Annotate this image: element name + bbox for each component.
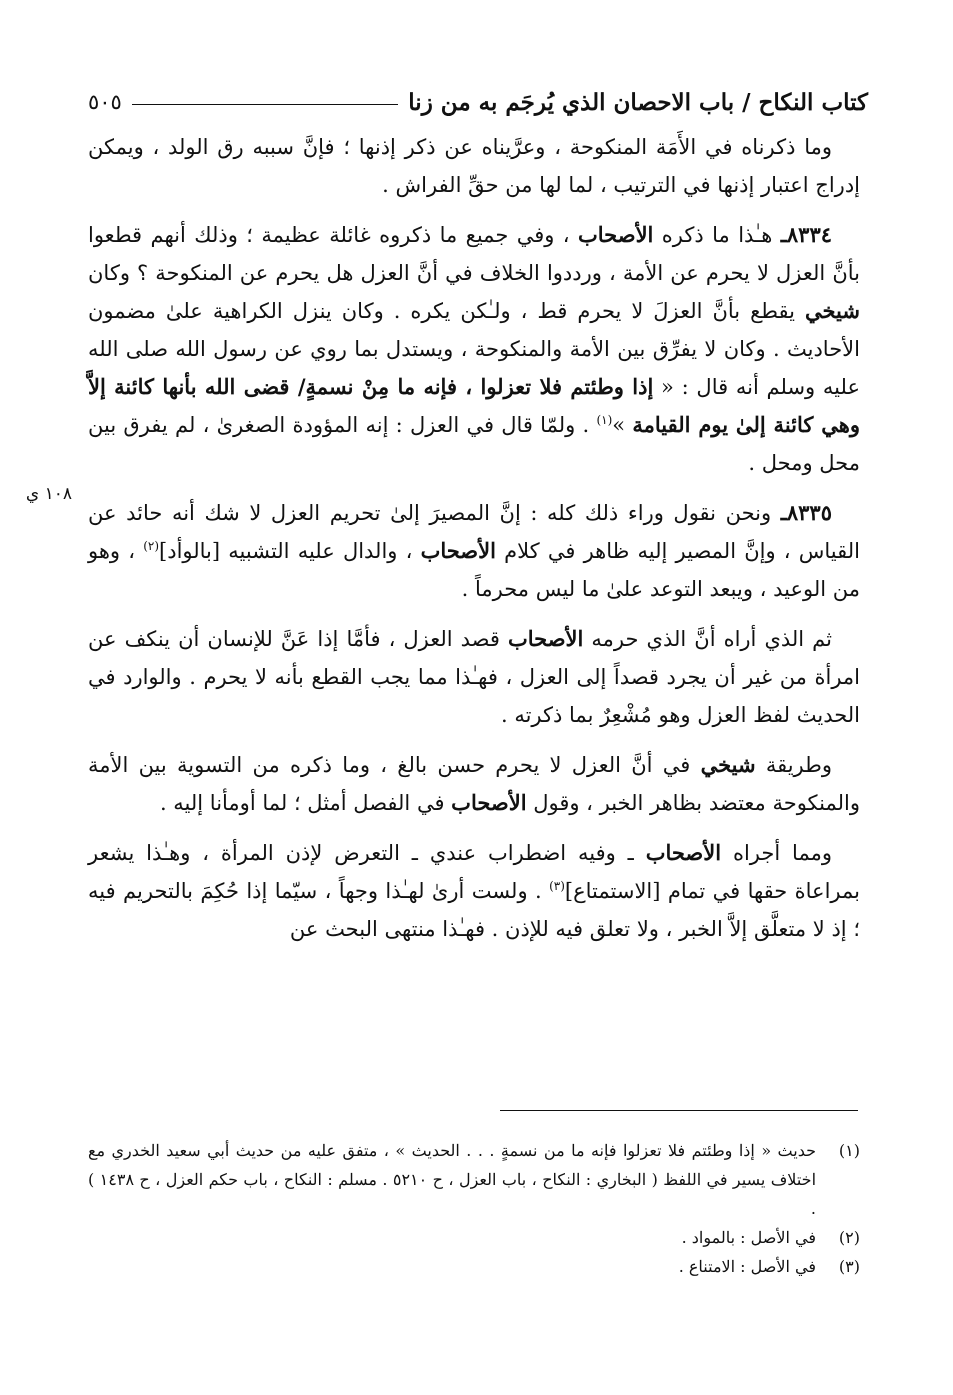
header-title: كتاب النكاح / باب الاحصان الذي يُرجَم به من زنا: [408, 88, 868, 116]
bold-term: الأصحاب: [451, 790, 527, 815]
text-run: ثم الذي أراه أنَّ الذي حرمه: [583, 627, 833, 651]
header-rule: [132, 104, 398, 105]
paragraph-8335: [88, 494, 860, 608]
main-text: [88, 128, 860, 948]
text-run: وطريقة: [755, 753, 833, 777]
text-run: ، وفي جميع ما ذكروه غائلة عظيمة ؛ وذلك أنهم قطعوا بأنَّ العزل لا يحرم عن الأمة ، ورددوا الخلاف في أنَّ العزل هل يحرم عن المنكوحة ؟ وكان: [88, 223, 860, 285]
paragraph-6: [88, 834, 860, 948]
paragraph-5: [88, 746, 860, 822]
running-header: [88, 82, 868, 122]
text-run: . ولمّا قال في العزل : إنه المؤودة الصغرىٰ ، لم يفرق بين محل ومحل .: [88, 413, 860, 475]
text-run: . ولست أرىٰ لهـٰذا وجهاً ، سيّما إذا حُكِمَ بالتحريم فيه ؛ إذ لا متعلَّق إلاَّ الخبر ، ولا تعلق فيه للإذن . فهـٰذا منتهى البحث عن: [88, 879, 860, 941]
footnote-ref-1: (١): [596, 413, 613, 427]
text-run: يقطع بأنَّ العزلَ لا يحرم قط ، ولـٰكن يكره . وكان ينزل الكراهية علىٰ مضمون الأحاديث . وكان لا يفرِّق بين الأمة والمنكوحة ، ويستدل بما روي عن رسول الله صلى الله عليه وسلم أنه قال : «: [88, 299, 860, 399]
footnote-number: (١): [838, 1141, 860, 1160]
footnote-2: [88, 1223, 860, 1252]
text-run: في أنَّ العزل لا يحرم حسن بالغ ، وما ذكره من التسوية بين الأمة والمنكوحة معتضد بظاهر الخبر ، وقول: [88, 753, 860, 815]
footnote-ref-3: (٣): [549, 879, 565, 893]
text-run: ، وهو من الوعيد ، ويبعد التوعد علىٰ ما ليس محرماً .: [88, 539, 860, 601]
text-run: في الفصل أمثل ؛ لما أومأنا إليه .: [159, 791, 452, 815]
hadith-quote: إذا وطئتم فلا تعزلوا ، فإنه ما مِنْ نسمةٍ/ قضى الله بأنها كائنة إلاَّ وهي كائنة إلىٰ يوم القيامة: [88, 374, 860, 437]
text-run: ـ وفيه اضطراب عندي ـ التعرض لإذن المرأة ، وهـٰذا يشعر بمراعاة حقها في تمام [الاستمتاع]: [88, 841, 860, 903]
paragraph-number: ٨٣٣٤ـ: [780, 222, 833, 247]
bold-term: شيخي: [805, 298, 860, 323]
footnote-text: في الأصل : بالمواد .: [681, 1228, 816, 1247]
bold-term: الأصحاب: [420, 538, 496, 563]
text-run: ونحن نقول وراء ذلك كله : إنَّ المصيرَ إلىٰ تحريم العزل لا شك أنه حائد عن القياس ، وإنَّ المصير إليه ظاهر في كلام: [88, 501, 860, 563]
text-run: ومما أجراه: [721, 841, 832, 865]
text-run: ، والدال عليه التشبيه [بالوأد]: [159, 539, 421, 563]
paragraph-4: [88, 620, 860, 734]
page-number: ٥٠٥: [88, 90, 122, 114]
footnote-text: حديث « إذا وطئتم فلا تعزلوا فإنه ما من نسمةٍ . . . الحديث » ، متفق عليه من حديث أبي سعيد الخدري مع اختلاف يسير في اللفظ ( البخاري : النكاح ، باب العزل ، ح ٥٢١٠ . مسلم : النكاح ، باب حكم العزل ، ح ١٤٣٨ ) .: [88, 1141, 817, 1218]
paragraph-8334: [88, 216, 860, 482]
bold-term: الأصحاب: [507, 626, 584, 651]
footnote-1: [88, 1136, 860, 1223]
bold-term: الأصحاب: [578, 222, 654, 247]
bold-term: الأصحاب: [645, 840, 722, 865]
footnote-3: [88, 1252, 860, 1281]
text-run: هـٰذا ما ذكره: [653, 223, 781, 247]
bold-term: شيخي: [700, 752, 756, 777]
footnote-separator: [500, 1110, 858, 1111]
margin-note: ١٠٨ ي: [25, 484, 72, 504]
footnotes: [88, 1136, 860, 1281]
text-run: »: [612, 413, 633, 437]
footnote-text: في الأصل : الامتناع .: [678, 1257, 816, 1276]
footnote-number: (٢): [838, 1228, 860, 1247]
footnote-ref-2: (٢): [143, 539, 160, 553]
footnote-number: (٣): [838, 1257, 860, 1276]
paragraph-1: وما ذكرناه في الأَمَة المنكوحة ، وعرَّيناه عن ذكر إذنها ؛ فإنَّ سببه رق الولد ، ويمكن إدراج اعتبار إذنها في الترتيب ، لما لها من حقِّ الفراش .: [88, 135, 860, 197]
paragraph-number: ٨٣٣٥ـ: [780, 500, 832, 525]
text-run: قصد العزل ، فأمَّا إذا عَنَّ للإنسان أن ينكف عن امرأة من غير أن يجرد قصداً إلى العزل ، فهـٰذا مما يجب القطع بأنه لا يحرم . والوارد في الحديث لفظ العزل وهو مُشْعِرٌ بما ذكرته .: [88, 627, 860, 727]
